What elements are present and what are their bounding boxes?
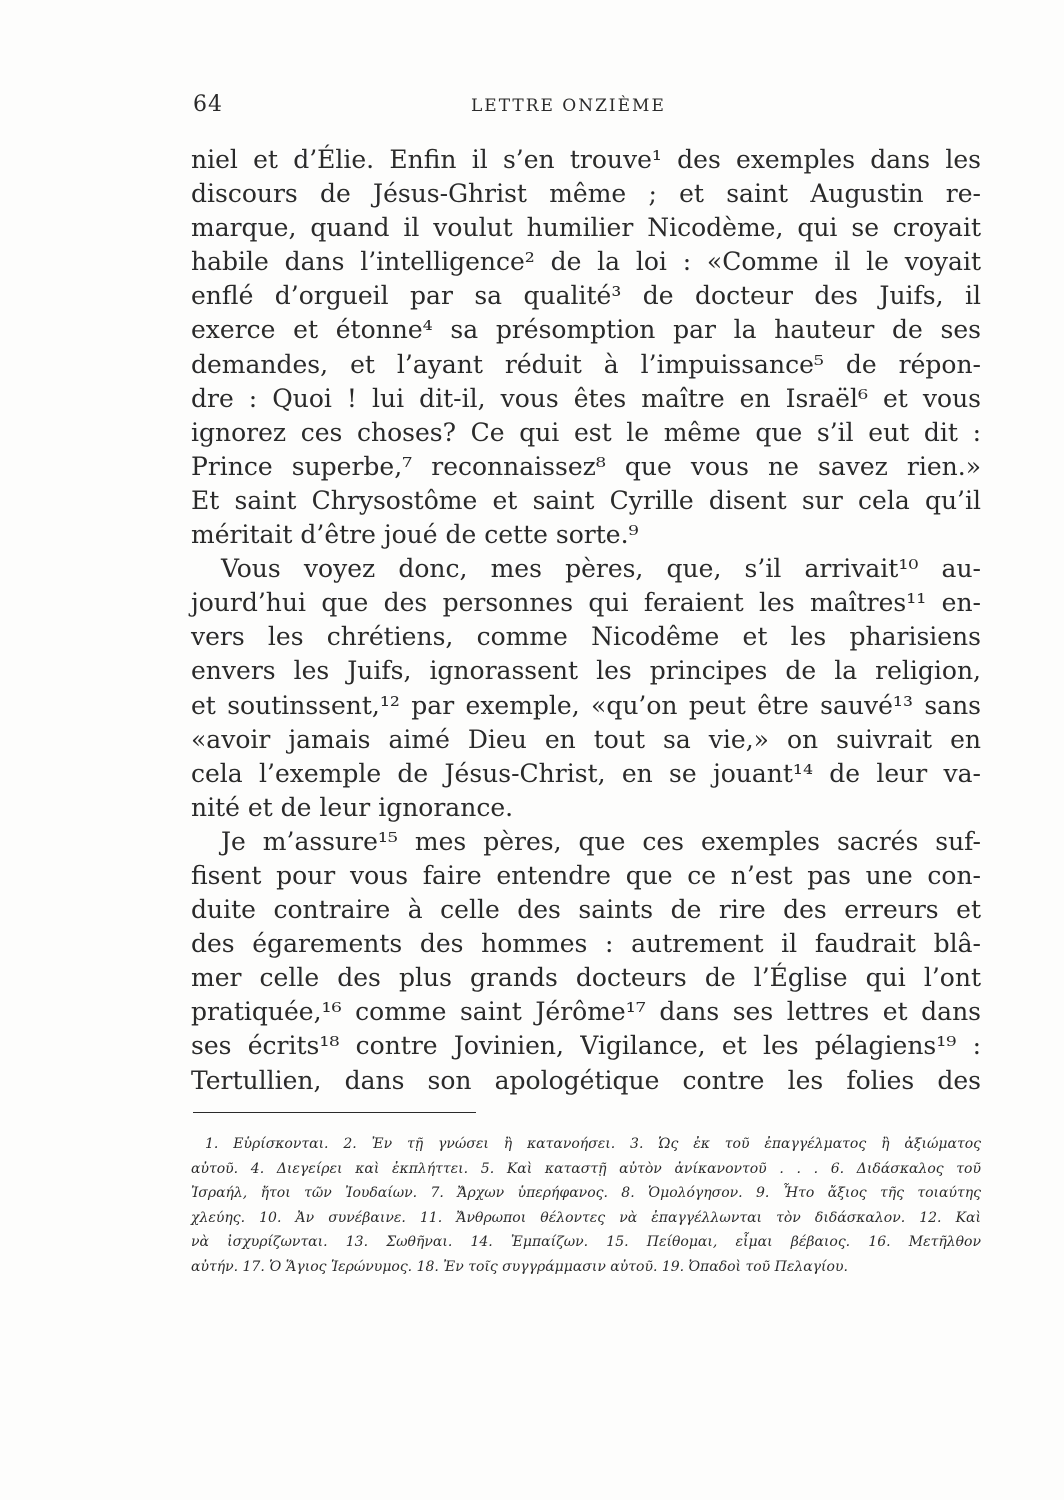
footnote-line: Ἰσραήλ, ἤτοι τῶν Ἰουδαίων. 7. Ἄρχων ὑπερήφανος. 8. Ὁμολόγησον. 9. Ἦτο ἄξιος τῆς τοιαύτης <box>191 1185 981 1201</box>
page-header <box>193 92 978 122</box>
page-number: 64 <box>193 92 223 117</box>
text-line: des égarements des hommes : autrement il faudrait blâ- <box>191 929 981 959</box>
text-line: Et saint Chrysostôme et saint Cyrille disent sur cela qu’il <box>191 485 981 515</box>
text-line: enflé d’orgueil par sa qualité³ de docteur des Juifs, il <box>191 281 981 311</box>
footnote-divider <box>193 1112 476 1113</box>
text-line: niel et d’Élie. Enfin il s’en trouve¹ des exemples dans les <box>191 145 981 174</box>
text-line: cela l’exemple de Jésus-Christ, en se jouant¹⁴ de leur va- <box>191 758 981 788</box>
text-line: envers les Juifs, ignorassent les principes de la religion, <box>191 656 981 686</box>
footnote-line: 1. Εὑρίσκονται. 2. Ἐν τῇ γνώσει ἢ κατανοήσει. 3. Ὡς ἐκ τοῦ ἐπαγγέλματος ἢ ἀξιώματος <box>205 1136 981 1152</box>
footnote-line: νὰ ἰσχυρίζωνται. 13. Σωθῆναι. 14. Ἐμπαίζων. 15. Πείθομαι, εἶμαι βέβαιος. 16. Μετῆλθον <box>191 1234 981 1250</box>
text-line: «avoir jamais aimé Dieu en tout sa vie,» on suivrait en <box>191 724 981 754</box>
text-line: Tertullien, dans son apologétique contre les folies des <box>191 1065 981 1095</box>
footnotes <box>191 1132 981 1279</box>
text-line: Je m’assure¹⁵ mes pères, que ces exemples sacrés suf- <box>221 826 981 856</box>
footnote-line: αὐτοῦ. 4. Διεγείρει καὶ ἐκπλήττει. 5. Καὶ καταστῇ αὐτὸν ἀνίκανοντοῦ . . . 6. Διδάσκαλος τοῦ <box>191 1160 981 1177</box>
text-line: duite contraire à celle des saints de rire des erreurs et <box>191 895 981 925</box>
text-line: ignorez ces choses? Ce qui est le même que s’il eut dit : <box>191 417 981 447</box>
running-title: LETTRE ONZIÈME <box>471 96 666 116</box>
text-line: demandes, et l’ayant réduit à l’impuissance⁵ de répon- <box>191 349 981 379</box>
text-line: habile dans l’intelligence² de la loi : «Comme il le voyait <box>191 247 981 277</box>
text-line: discours de Jésus-Ghrist même ; et saint Augustin re- <box>191 179 981 209</box>
text-line: fisent pour vous faire entendre que ce n’est pas une con- <box>191 860 981 890</box>
text-line: dre : Quoi ! lui dit-il, vous êtes maître en Israël⁶ et vous <box>191 383 981 413</box>
text-line: et soutinssent,¹² par exemple, «qu’on peut être sauvé¹³ sans <box>191 690 981 720</box>
footnote-line: χλεύης. 10. Ἀν συνέβαινε. 11. Ἄνθρωποι θέλοντες νὰ ἐπαγγέλλωνται τὸν διδάσκαλον. 12. Καὶ <box>191 1209 981 1226</box>
text-line: mer celle des plus grands docteurs de l’Église qui l’ont <box>191 963 981 993</box>
text-line: marque, quand il voulut humilier Nicodème, qui se croyait <box>191 213 981 243</box>
text-line: Prince superbe,⁷ reconnaissez⁸ que vous ne savez rien.» <box>191 451 981 481</box>
text-line: jourd’hui que des personnes qui feraient les maîtres¹¹ en- <box>191 588 981 618</box>
text-line: exerce et étonne⁴ sa présomption par la hauteur de ses <box>191 315 981 345</box>
footnote-line: αὐτήν. 17. Ὁ Ἅγιος Ἱερώνυμος. 18. Ἐν τοῖς συγγράμμασιν αὐτοῦ. 19. Ὀπαδοὶ τοῦ Πελαγίου. <box>191 1258 848 1275</box>
text-line: pratiquée,¹⁶ comme saint Jérôme¹⁷ dans ses lettres et dans <box>191 997 981 1027</box>
text-line: méritait d’être joué de cette sorte.⁹ <box>191 520 639 550</box>
text-line: ses écrits¹⁸ contre Jovinien, Vigilance, et les pélagiens¹⁹ : <box>191 1031 981 1061</box>
body-text <box>191 143 981 1098</box>
text-line: vers les chrétiens, comme Nicodême et les pharisiens <box>191 622 981 652</box>
text-line: nité et de leur ignorance. <box>191 792 514 822</box>
text-line: Vous voyez donc, mes pères, que, s’il arrivait¹⁰ au- <box>221 554 981 584</box>
